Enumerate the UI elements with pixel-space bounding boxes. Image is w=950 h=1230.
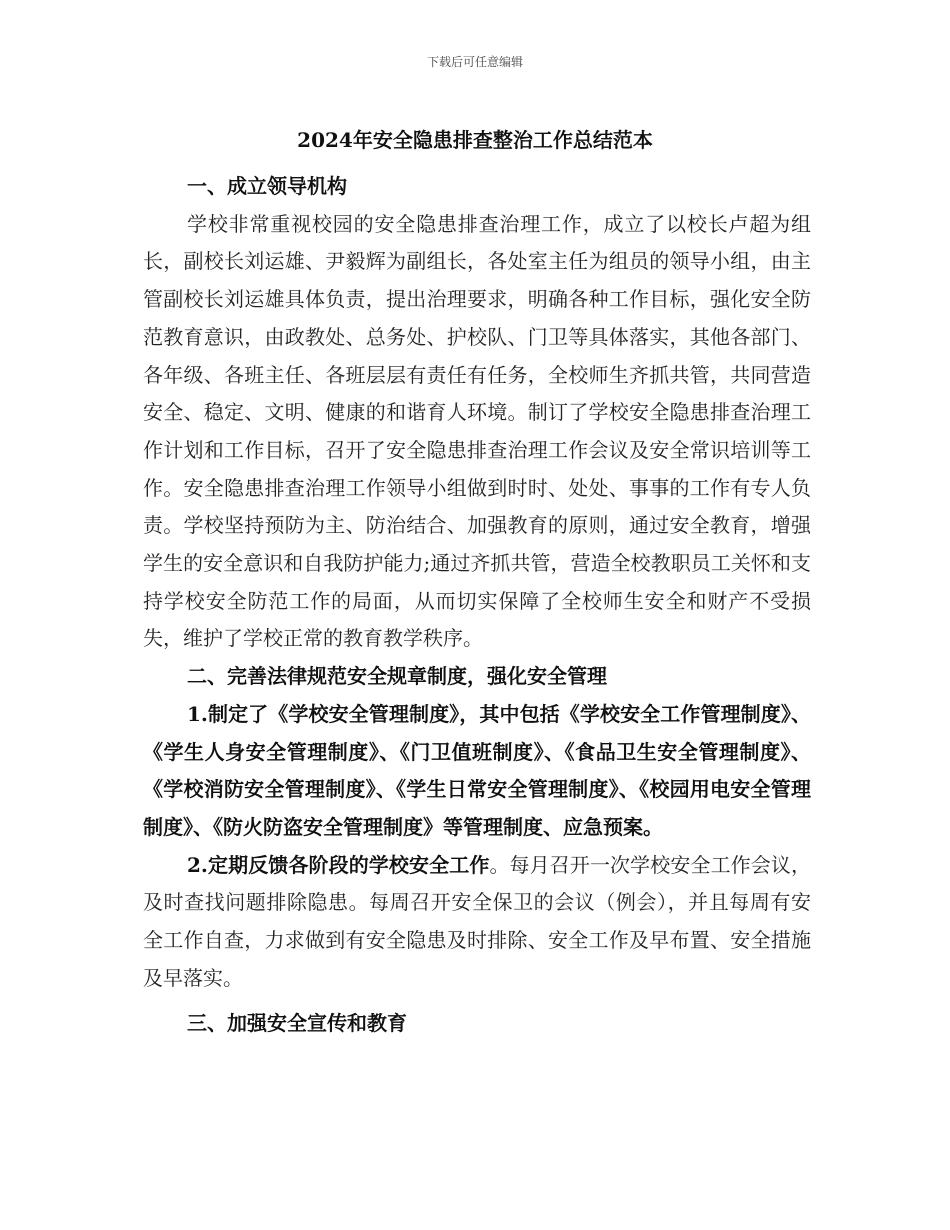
document-title: 2024年安全隐患排查整治工作总结范本 <box>297 128 653 152</box>
section-1-heading: 一、成立领导机构 <box>187 174 347 198</box>
section-2-item-1-text: 1.制定了《学校安全管理制度》，其中包括《学校安全工作管理制度》、《学生人身安全管理制度》、《门卫值班制度》、《食品卫生安全管理制度》、《学校消防安全管理制度》、《学生日常安全管理制度》、《校园用电安全管理制度》、《防火防盗安全管理制度》等管理制度、应急预案。 <box>143 701 811 839</box>
section-2-item-2-text: 。每月召开一次学校安全工作会议，及时查找问题排除隐患。每周召开安全保卫的会议（例会），并且每周有安全工作自查，力求做到有安全隐患及时排除、安全工作及早布置、安全措施及早落实。 <box>143 852 811 990</box>
document-body <box>143 168 811 1043</box>
section-3-heading: 三、加强安全宣传和教育 <box>187 1011 407 1036</box>
section-2-item-1 <box>143 696 811 847</box>
section-2-item-2 <box>143 847 811 998</box>
header-note: 下载后可任意编辑 <box>426 55 523 69</box>
section-2-item-2-lead: 2.定期反馈各阶段的学校安全工作 <box>187 852 490 877</box>
section-2-heading: 二、完善法律规范安全规章制度，强化安全管理 <box>187 664 607 689</box>
section-1-paragraph: 学校非常重视校园的安全隐患排查治理工作，成立了以校长卢超为组长，副校长刘运雄、尹毅辉为副组长，各处室主任为组员的领导小组，由主管副校长刘运雄具体负责，提出治理要求，明确各种工作目标，强化安全防范教育意识，由政教处、总务处、护校队、门卫等具体落实，其他各部门、各年级、各班主任、各班层层有责任有任务，全校师生齐抓共管，共同营造安全、稳定、文明、健康的和谐育人环境。制订了学校安全隐患排查治理工作计划和工作目标，召开了安全隐患排查治理工作会议及安全常识培训等工作。安全隐患排查治理工作领导小组做到时时、处处、事事的工作有专人负责。学校坚持预防为主、防治结合、加强教育的原则，通过安全教育，增强学生的安全意识和自我防护能力;通过齐抓共管，营造全校教职员工关怀和支持学校安全防范工作的局面，从而切实保障了全校师生安全和财产不受损失，维护了学校正常的教育教学秩序。 <box>143 211 811 651</box>
